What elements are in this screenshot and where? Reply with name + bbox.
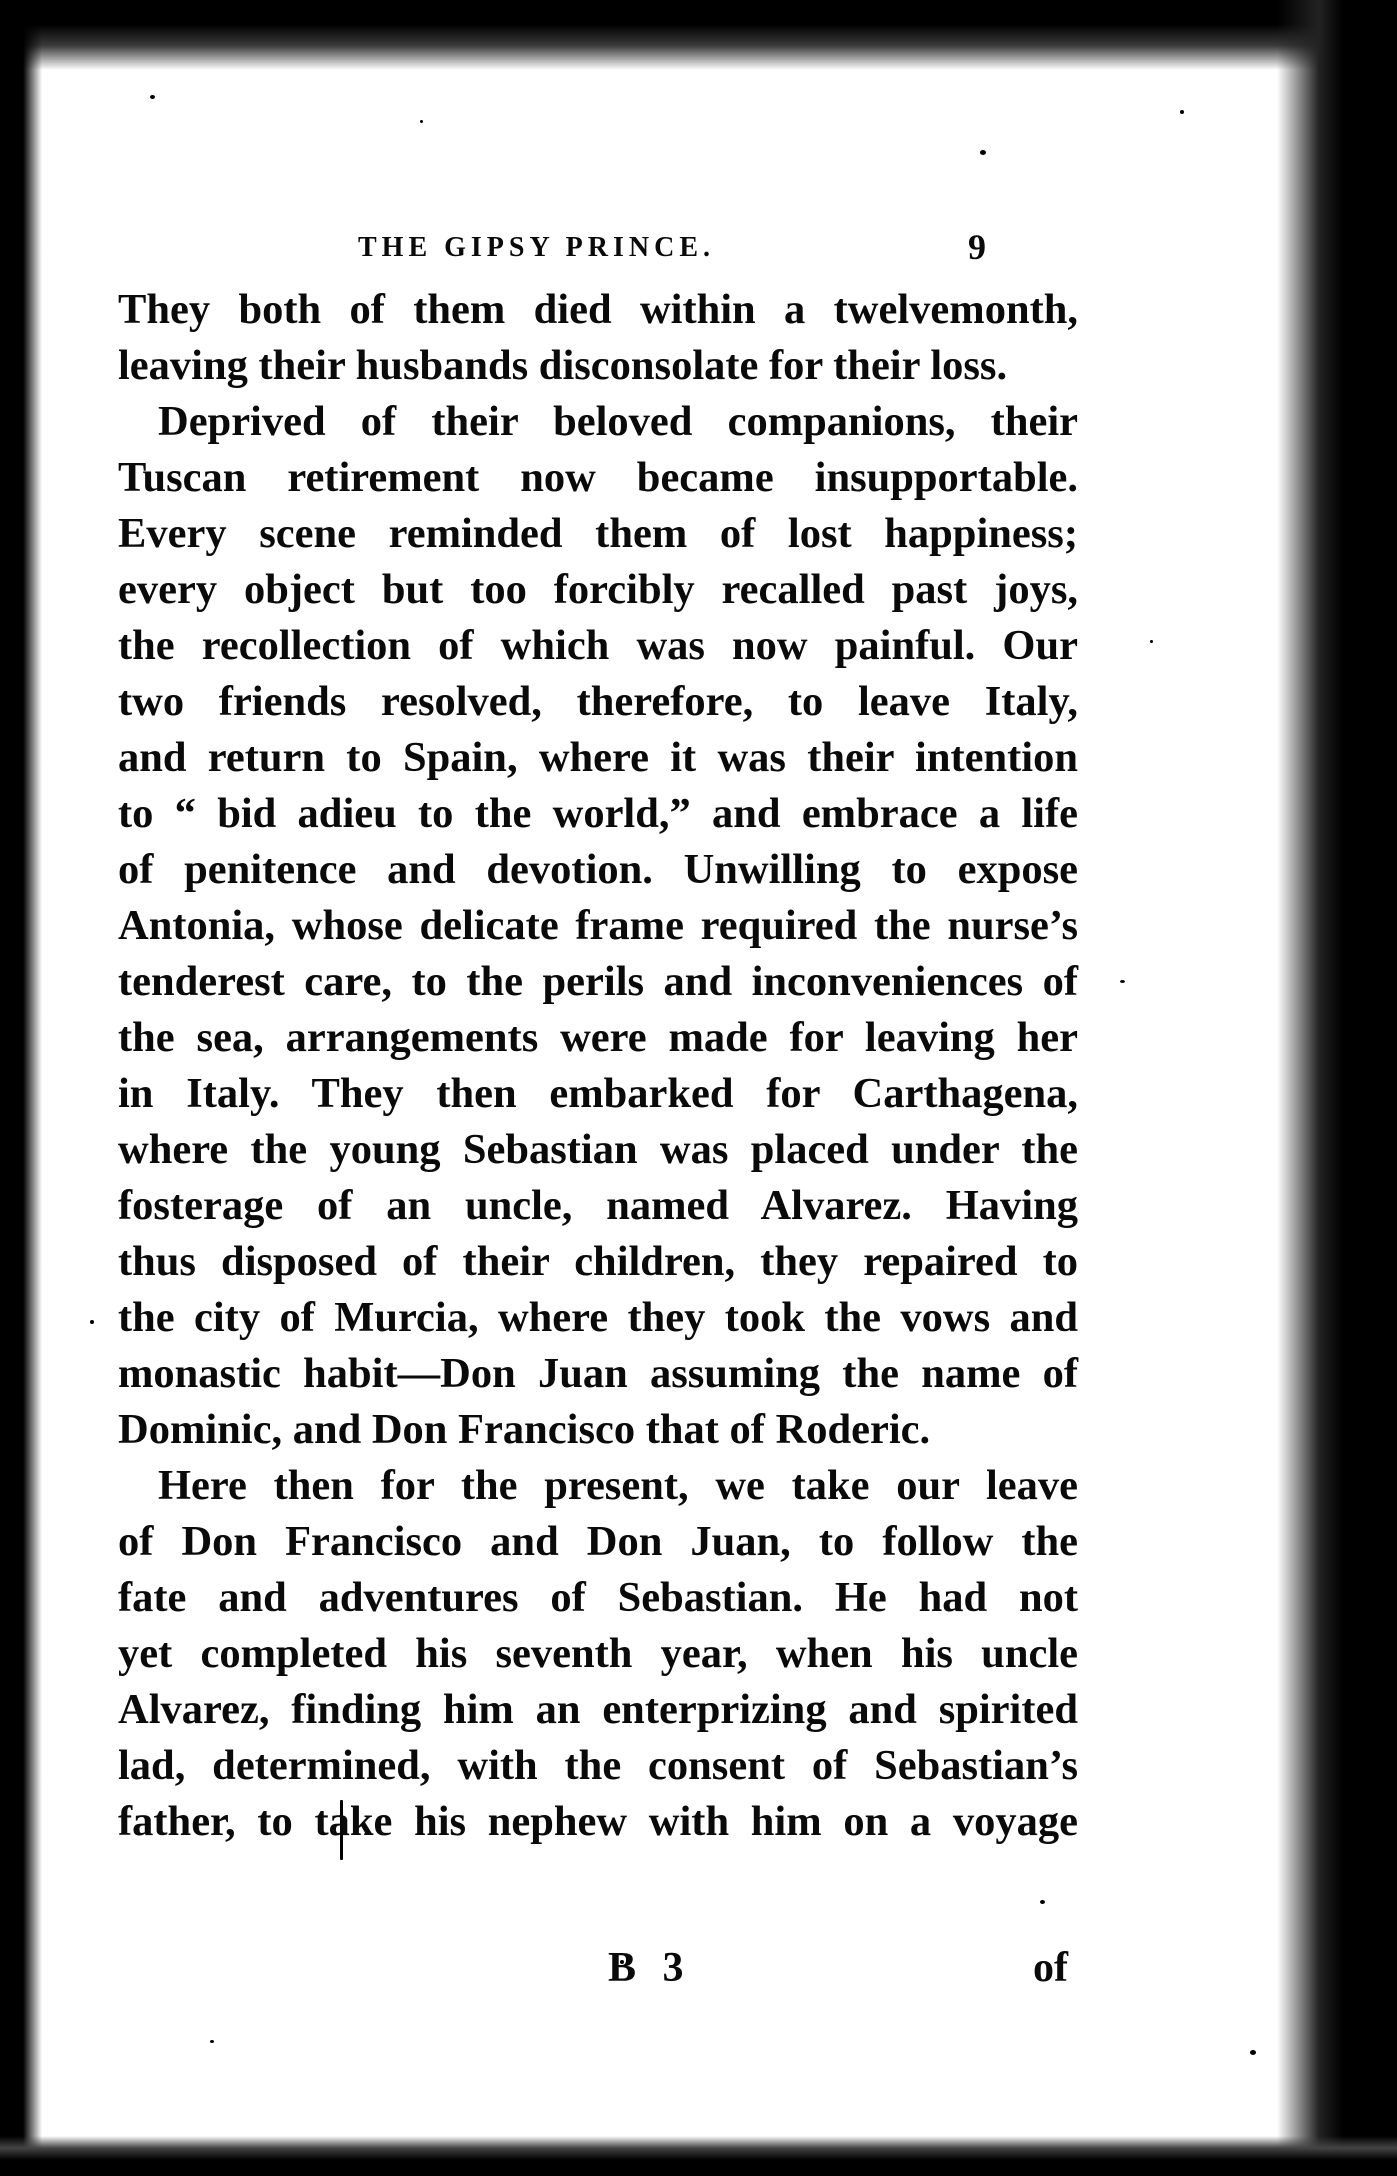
text-line: father, to take his nephew with him on a voyage xyxy=(118,1798,1078,1845)
text-line: fate and adventures of Sebastian. He had not xyxy=(118,1574,1078,1621)
scan-border-top xyxy=(0,0,1397,70)
text-line: of Don Francisco and Don Juan, to follow the xyxy=(118,1518,1078,1565)
scan-speckle xyxy=(90,1320,94,1324)
scan-speckle xyxy=(1120,980,1125,983)
text-line: Tuscan retirement now became insupportable. xyxy=(118,454,1078,501)
text-line: Every scene reminded them of lost happiness; xyxy=(118,510,1078,557)
signature-mark: B 3 xyxy=(608,1945,692,1991)
running-head: THE GIPSY PRINCE. xyxy=(358,232,716,263)
book-page xyxy=(118,227,1078,1991)
text-line: Deprived of their beloved companions, their xyxy=(158,398,1078,445)
text-line: Dominic, and Don Francisco that of Roderic. xyxy=(118,1406,931,1453)
scan-border-left xyxy=(0,0,42,2176)
scan-speckle xyxy=(1040,1900,1045,1904)
text-line: thus disposed of their children, they repaired to xyxy=(118,1238,1078,1285)
text-line: leaving their husbands disconsolate for their loss. xyxy=(118,342,1008,389)
text-line: and return to Spain, where it was their intention xyxy=(118,734,1078,781)
catchword: of xyxy=(1033,1945,1068,1991)
text-line: in Italy. They then embarked for Carthagena, xyxy=(118,1070,1078,1117)
text-line: the city of Murcia, where they took the vows and xyxy=(118,1294,1078,1341)
page-number: 9 xyxy=(968,227,986,267)
text-line: yet completed his seventh year, when his uncle xyxy=(118,1630,1078,1677)
scan-speckle xyxy=(210,2040,214,2043)
scan-speckle xyxy=(420,120,423,123)
text-line: lad, determined, with the consent of Sebastian’s xyxy=(118,1742,1078,1789)
text-line: the sea, arrangements were made for leaving her xyxy=(118,1014,1078,1061)
scan-speckle xyxy=(1150,640,1153,643)
text-line: every object but too forcibly recalled past joys, xyxy=(118,566,1078,613)
text-line: two friends resolved, therefore, to leave Italy, xyxy=(118,678,1078,725)
text-line: to “ bid adieu to the world,” and embrace a life xyxy=(118,790,1078,837)
scan-speckle xyxy=(1250,2050,1256,2055)
text-line: They both of them died within a twelvemonth, xyxy=(118,286,1078,333)
body-text xyxy=(118,282,1078,1850)
text-line: tenderest care, to the perils and inconveniences of xyxy=(118,958,1078,1005)
text-line: where the young Sebastian was placed under the xyxy=(118,1126,1078,1173)
text-line: fosterage of an uncle, named Alvarez. Having xyxy=(118,1182,1078,1229)
text-line: monastic habit—Don Juan assuming the name of xyxy=(118,1350,1078,1397)
scan-speckle xyxy=(1180,110,1184,114)
scan-speckle xyxy=(980,150,986,155)
text-line: Antonia, whose delicate frame required the nurse’s xyxy=(118,902,1078,949)
scan-border-bottom xyxy=(0,2136,1397,2176)
scan-speckle xyxy=(150,95,155,99)
text-line: Here then for the present, we take our leave xyxy=(158,1462,1078,1509)
text-line: Alvarez, finding him an enterprizing and spirited xyxy=(118,1686,1078,1733)
text-line: the recollection of which was now painful. Our xyxy=(118,622,1078,669)
scan-border-right xyxy=(1277,0,1397,2176)
text-line: of penitence and devotion. Unwilling to expose xyxy=(118,846,1078,893)
